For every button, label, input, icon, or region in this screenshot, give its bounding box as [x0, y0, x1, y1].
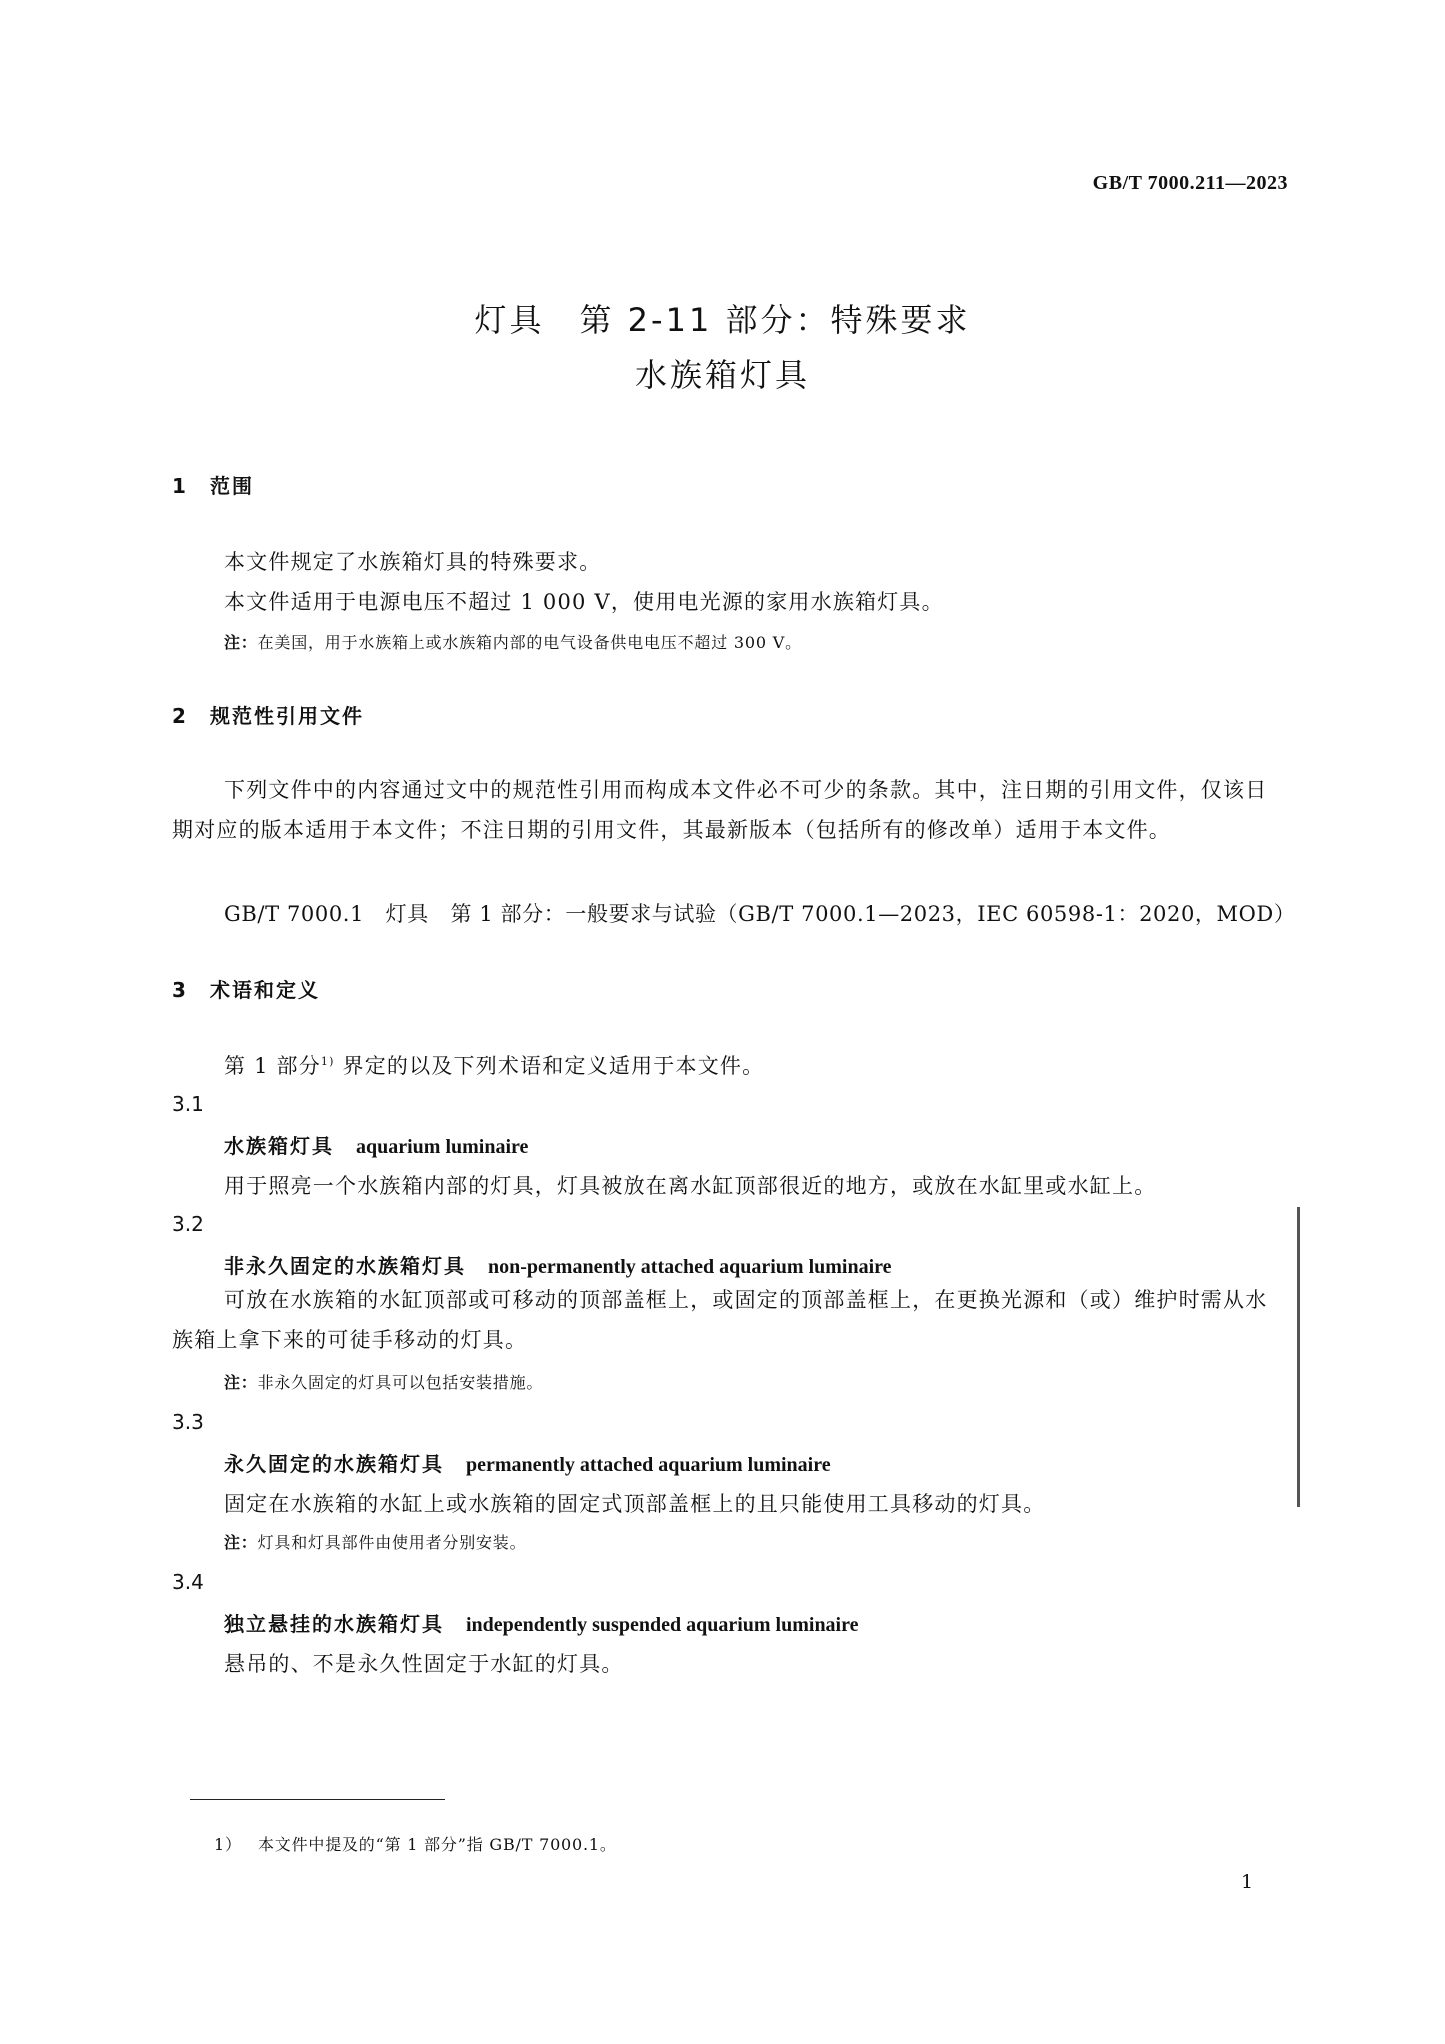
section-title: 术语和定义: [210, 978, 320, 1002]
standard-number: GB/T 7000.211—2023: [1092, 172, 1288, 194]
clause-number: 3.4: [172, 1570, 204, 1594]
definition: 用于照亮一个水族箱内部的灯具，灯具被放在离水缸顶部很近的地方，或放在水缸里或水缸上。: [224, 1174, 1157, 1198]
note: [224, 1370, 543, 1393]
term-en: permanently attached aquarium luminaire: [466, 1454, 831, 1476]
paragraph: [224, 1050, 764, 1080]
intro-text: 第 1 部分: [224, 1054, 321, 1078]
footnote-text: 本文件中提及的“第 1 部分”指 GB/T 7000.1。: [258, 1835, 617, 1854]
intro-text: 界定的以及下列术语和定义适用于本文件。: [334, 1054, 765, 1078]
term: [224, 1448, 831, 1477]
term-zh: 独立悬挂的水族箱灯具: [224, 1612, 444, 1636]
section-1-heading: [172, 470, 254, 499]
definition: 可放在水族箱的水缸顶部或可移动的顶部盖框上，或固定的顶部盖框上，在更换光源和（或）维护时需从水族箱上拿下来的可徒手移动的灯具。: [172, 1288, 1268, 1352]
clause-number: 3.3: [172, 1410, 204, 1434]
section-number: 3: [172, 978, 188, 1002]
normative-reference: GB/T 7000.1 灯具 第 1 部分：一般要求与试验（GB/T 7000.1—2023，IEC 60598-1：2020，MOD）: [224, 902, 1296, 926]
term-zh: 永久固定的水族箱灯具: [224, 1452, 444, 1476]
term-zh: 水族箱灯具: [224, 1134, 334, 1158]
definition: 固定在水族箱的水缸上或水族箱的固定式顶部盖框上的且只能使用工具移动的灯具。: [224, 1492, 1046, 1516]
note-label: 注：: [224, 633, 258, 652]
note-text: 非永久固定的灯具可以包括安装措施。: [257, 1373, 544, 1392]
section-number: 1: [172, 474, 188, 498]
definition: 悬吊的、不是永久性固定于水缸的灯具。: [224, 1652, 624, 1676]
term: [224, 1130, 528, 1159]
footnote-reference[interactable]: 1): [320, 1055, 335, 1068]
note: [224, 1530, 526, 1553]
paragraph: 本文件适用于电源电压不超过 1 000 V，使用电光源的家用水族箱灯具。: [224, 590, 944, 614]
note-label: 注：: [224, 1373, 258, 1392]
section-3-heading: [172, 974, 320, 1003]
footnote-divider: [190, 1799, 445, 1800]
clause-number: 3.2: [172, 1212, 204, 1236]
term-en: non-permanently attached aquarium luminaire: [488, 1256, 892, 1278]
section-2-heading: [172, 700, 364, 729]
note-label: 注：: [224, 1533, 258, 1552]
note-text: 灯具和灯具部件由使用者分别安装。: [257, 1533, 527, 1552]
term-en: aquarium luminaire: [356, 1136, 529, 1158]
term-en: independently suspended aquarium luminaire: [466, 1614, 859, 1636]
term-zh: 非永久固定的水族箱灯具: [224, 1254, 466, 1278]
term: [224, 1608, 859, 1637]
paragraph: 下列文件中的内容通过文中的规范性引用而构成本文件必不可少的条款。其中，注日期的引用文件，仅该日期对应的版本适用于本文件；不注日期的引用文件，其最新版本（包括所有的修改单）适用于本文件。: [172, 778, 1268, 842]
term: [224, 1250, 892, 1279]
page-number: 1: [1241, 1871, 1254, 1893]
document-title-line1: 灯具 第 2-11 部分：特殊要求: [474, 301, 971, 339]
note-text: 在美国，用于水族箱上或水族箱内部的电气设备供电电压不超过 300 V。: [257, 633, 802, 652]
section-number: 2: [172, 704, 188, 728]
paragraph: 本文件规定了水族箱灯具的特殊要求。: [224, 550, 602, 574]
section-title: 范围: [210, 474, 254, 498]
clause-number: 3.1: [172, 1092, 204, 1116]
footnote: [214, 1832, 617, 1855]
change-bar: [1297, 1207, 1300, 1507]
document-title-line2: 水族箱灯具: [634, 356, 810, 394]
footnote-number: 1）: [214, 1835, 242, 1854]
section-title: 规范性引用文件: [210, 704, 364, 728]
note: [224, 630, 802, 653]
